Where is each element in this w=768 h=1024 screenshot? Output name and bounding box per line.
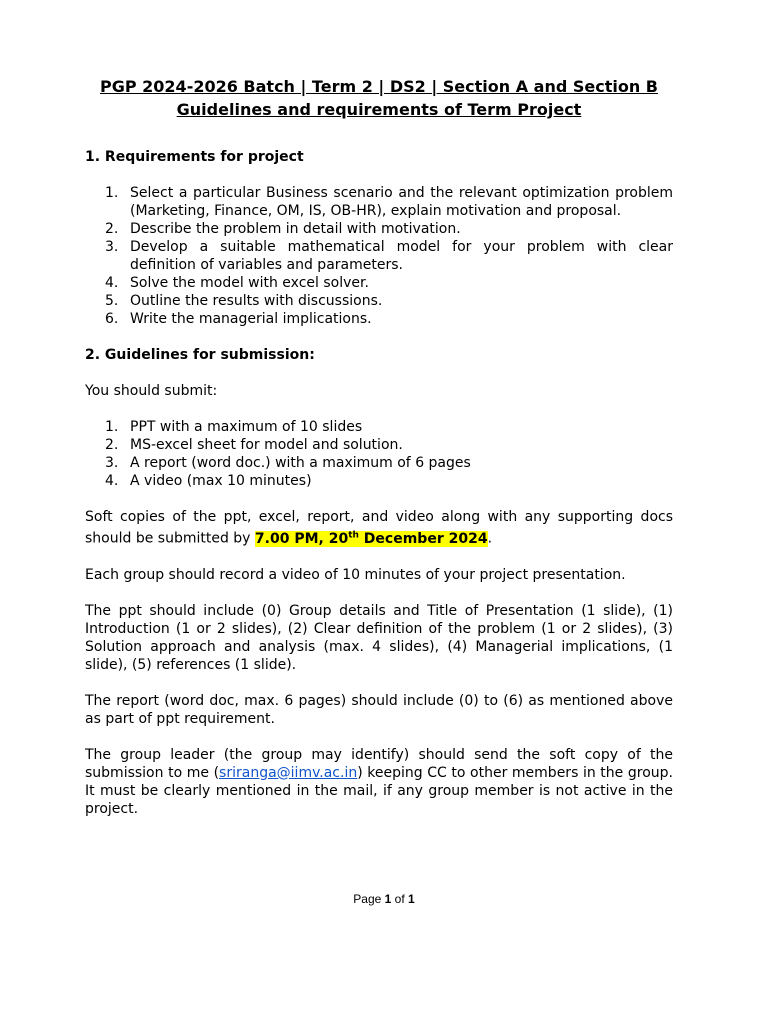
list-item-number: 5. xyxy=(105,293,119,309)
deadline-text: Soft copies of the ppt, excel, report, and video along with any supporting docs should be submitted by xyxy=(85,509,673,547)
list-item-number: 2. xyxy=(105,221,119,237)
submission-list xyxy=(85,418,673,490)
section1-heading: 1. Requirements for project xyxy=(85,149,304,165)
list-item xyxy=(105,292,673,310)
list-item-text: Describe the problem in detail with motivation. xyxy=(130,221,461,237)
page-number: 1 xyxy=(384,892,392,906)
list-item xyxy=(105,220,673,238)
list-item xyxy=(105,472,673,490)
deadline-time: 7.00 PM, 20 xyxy=(254,530,349,547)
deadline-end: . xyxy=(487,530,493,547)
deadline-date: December 2024 xyxy=(358,530,488,547)
list-item-number: 6. xyxy=(105,311,119,327)
leader-text: The group leader (the group may identify) should send the soft copy of the submission to me ( xyxy=(85,746,673,781)
report-paragraph: The report (word doc, max. 6 pages) should include (0) to (6) as mentioned above as part of ppt requirement. xyxy=(85,692,673,727)
list-item-number: 1. xyxy=(105,185,119,201)
section2-heading: 2. Guidelines for submission: xyxy=(85,347,315,363)
deadline-paragraph xyxy=(85,508,673,548)
list-item xyxy=(105,418,673,436)
list-item-number: 1. xyxy=(105,419,119,435)
list-item-text: A report (word doc.) with a maximum of 6 pages xyxy=(130,455,471,471)
list-item-number: 3. xyxy=(105,455,119,471)
list-item xyxy=(105,238,673,274)
deadline-highlight xyxy=(255,531,488,547)
deadline-ordinal: th xyxy=(348,530,359,540)
list-item xyxy=(105,454,673,472)
leader-text-end: ) keeping CC to other members in the group. It must be clearly mentioned in the mail, if any group member is not active in the project. xyxy=(85,764,673,817)
email-link[interactable]: sriranga@iimv.ac.in xyxy=(219,764,358,781)
list-item xyxy=(105,274,673,292)
list-item-number: 4. xyxy=(105,275,119,291)
list-item xyxy=(105,184,673,220)
doc-title-line2: Guidelines and requirements of Term Project xyxy=(176,100,582,119)
list-item-text: Solve the model with excel solver. xyxy=(130,275,369,291)
list-item-text: A video (max 10 minutes) xyxy=(130,473,312,489)
list-item-text: Write the managerial implications. xyxy=(130,311,372,327)
list-item-text: PPT with a maximum of 10 slides xyxy=(130,419,363,435)
of-label: of xyxy=(391,892,409,906)
list-item-number: 3. xyxy=(105,239,119,255)
submit-intro: You should submit: xyxy=(85,383,218,399)
list-item xyxy=(105,310,673,328)
doc-title-line1: PGP 2024-2026 Batch | Term 2 | DS2 | Section A and Section B xyxy=(100,77,658,96)
list-item xyxy=(105,436,673,454)
leader-paragraph xyxy=(85,746,673,818)
list-item-number: 2. xyxy=(105,437,119,453)
video-paragraph: Each group should record a video of 10 minutes of your project presentation. xyxy=(85,566,626,583)
page-footer xyxy=(0,892,768,906)
document-page xyxy=(85,75,673,818)
list-item-text: Outline the results with discussions. xyxy=(130,293,383,309)
page-label: Page xyxy=(353,892,385,906)
list-item-text: Select a particular Business scenario and the relevant optimization problem (Marketing, Finance, OM, IS, OB-HR), explain motivation and proposal. xyxy=(130,185,673,219)
list-item-number: 4. xyxy=(105,473,119,489)
list-item-text: MS-excel sheet for model and solution. xyxy=(130,437,403,453)
page-total: 1 xyxy=(408,892,415,906)
requirements-list xyxy=(85,184,673,328)
list-item-text: Develop a suitable mathematical model for your problem with clear definition of variables and parameters. xyxy=(130,239,673,273)
ppt-paragraph: The ppt should include (0) Group details and Title of Presentation (1 slide), (1) Introduction (1 or 2 slides), (2) Clear definition of the problem (1 or 2 slides), (3) Solution approach and analysis (max. 4 slides), (4) Managerial implications, (1 slide), (5) references (1 slide). xyxy=(85,602,673,673)
